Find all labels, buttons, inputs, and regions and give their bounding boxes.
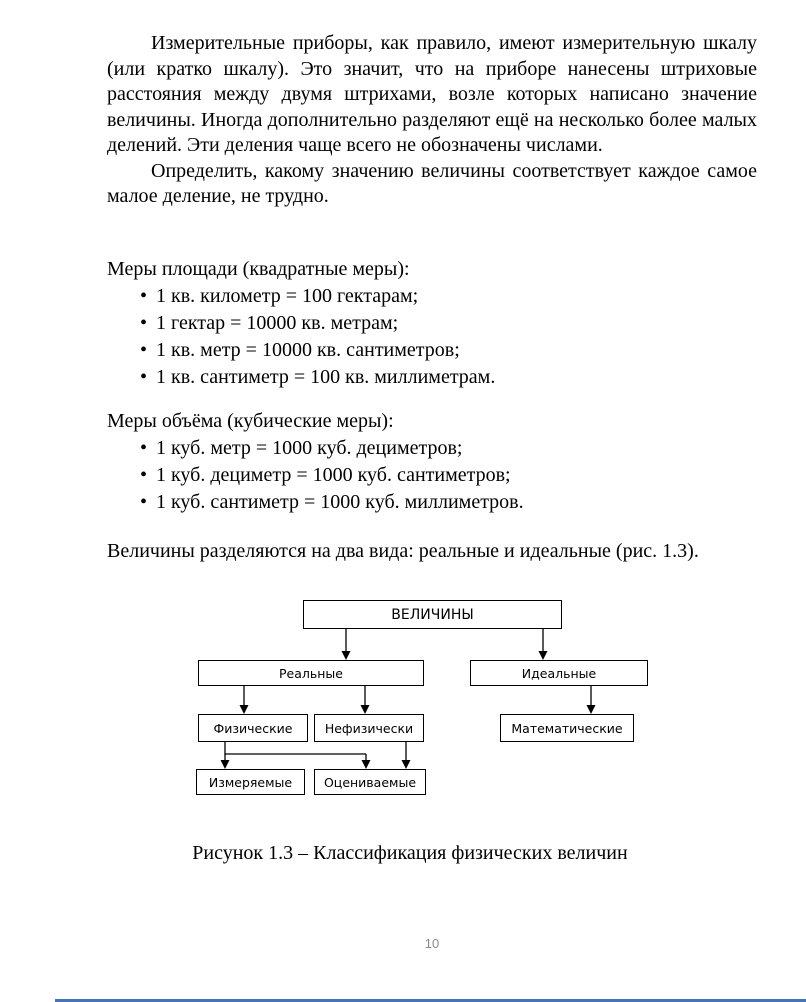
paragraph-instruments: Измерительные приборы, как правило, имеют измерительную шкалу (или кратко шкалу). Это значит, что на приборе нанесены штриховые расстояния между двумя штрихами, возле которых написано значение величины. Иногда дополнительно разделяют ещё на несколько более малых делений. Эти деления чаще всего не обозначены числами.	[107, 32, 757, 156]
volume-measures-section	[107, 408, 757, 516]
diagram-node-matematicheskie: Математические	[500, 714, 634, 742]
list-item: • 1 кв. метр = 10000 кв. сантиметров;	[107, 337, 757, 364]
area-measures-list	[107, 283, 757, 391]
area-measures-section	[107, 256, 757, 391]
list-item: • 1 кв. сантиметр = 100 кв. миллиметрам.	[107, 364, 757, 391]
diagram-node-nefizicheski: Нефизически	[314, 714, 424, 742]
list-item: • 1 кв. километр = 100 гектарам;	[107, 283, 757, 310]
volume-measures-heading: Меры объёма (кубические меры):	[107, 410, 394, 432]
paragraph-division: Определить, какому значению величины соответствует каждое самое малое деление, не трудно.	[107, 159, 757, 207]
diagram-node-realnye: Реальные	[198, 660, 424, 686]
volume-measures-list	[107, 435, 757, 516]
figure-caption: Рисунок 1.3 – Классификация физических величин	[192, 842, 628, 864]
list-item: • 1 куб. сантиметр = 1000 куб. миллиметров.	[107, 489, 757, 516]
diagram-node-velichiny: ВЕЛИЧИНЫ	[303, 600, 562, 629]
list-item: • 1 куб. дециметр = 1000 куб. сантиметров;	[107, 462, 757, 489]
diagram-node-idealnye: Идеальные	[470, 660, 648, 686]
area-measures-heading: Меры площади (квадратные меры):	[107, 258, 410, 280]
body-paragraphs	[107, 31, 757, 210]
figure-intro-sentence: Величины разделяются на два вида: реальные и идеальные (рис. 1.3).	[107, 540, 699, 562]
page-number: 10	[424, 936, 440, 951]
diagram-node-izmeryaemye: Измеряемые	[196, 769, 305, 795]
diagram-node-otsenivaemye: Оцениваемые	[314, 769, 426, 795]
list-item: • 1 гектар = 10000 кв. метрам;	[107, 310, 757, 337]
list-item: • 1 куб. метр = 1000 куб. дециметров;	[107, 435, 757, 462]
diagram-node-fizicheskie: Физические	[198, 714, 308, 742]
